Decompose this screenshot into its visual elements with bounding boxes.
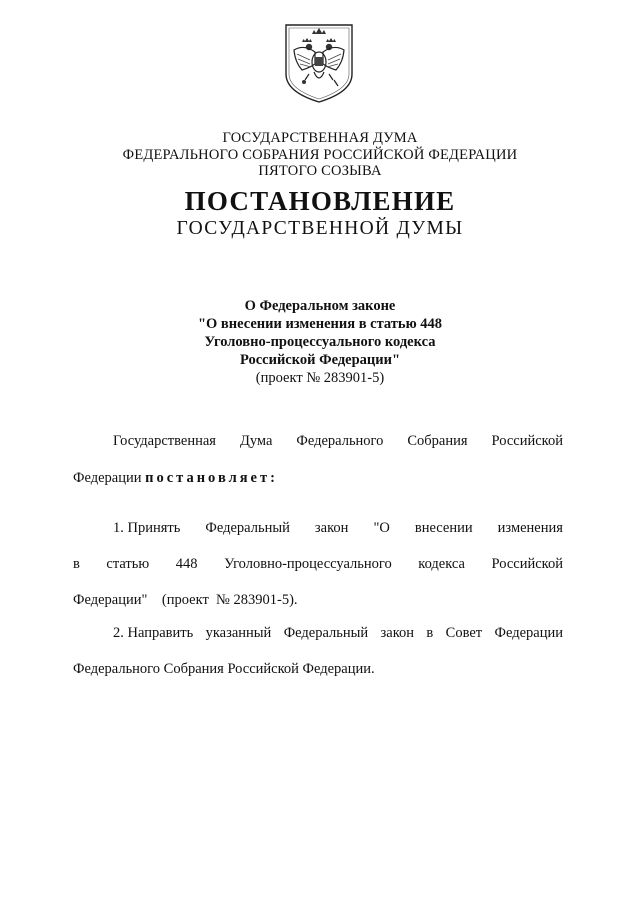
word: Собрания	[407, 433, 468, 449]
item1-line-2	[73, 556, 563, 573]
law-heading	[0, 297, 640, 387]
word: статью	[106, 556, 150, 572]
word: Совет	[445, 625, 483, 641]
word: Федерального	[296, 433, 384, 449]
document-title: ПОСТАНОВЛЕНИЕ	[184, 186, 456, 216]
law-line-4: Российской Федерации"	[239, 352, 401, 368]
word: Федеральный	[205, 520, 290, 536]
org-line-duma: ГОСУДАРСТВЕННАЯ ДУМА	[222, 130, 418, 146]
law-line-3: Уголовно-процессуального кодекса	[204, 334, 436, 350]
word: Государственная	[113, 433, 216, 449]
item1-line-3: Федерации" (проект № 283901-5).	[73, 592, 298, 608]
org-header	[0, 130, 640, 180]
law-line-1: О Федеральном законе	[244, 298, 396, 314]
word: в	[73, 556, 80, 572]
word: внесении	[414, 520, 473, 536]
decree-word: постановляет:	[145, 470, 278, 486]
word: 1. Принять	[113, 520, 181, 536]
word: изменения	[497, 520, 563, 536]
intro-federation: Федерации	[73, 470, 142, 486]
intro-line-1	[113, 433, 563, 450]
word: закон	[314, 520, 349, 536]
word: 448	[175, 556, 198, 572]
org-line-assembly: ФЕДЕРАЛЬНОГО СОБРАНИЯ РОССИЙСКОЙ ФЕДЕРАЦИИ	[122, 146, 518, 163]
word: Уголовно-процессуального	[224, 556, 392, 572]
word: в	[426, 625, 434, 641]
item2-line-2: Федерального Собрания Российской Федерации.	[73, 661, 375, 677]
word: Федеральный	[283, 625, 369, 641]
word: Российской	[491, 433, 563, 449]
law-project-number: (проект № 283901-5)	[255, 370, 385, 386]
document-subtitle: ГОСУДАРСТВЕННОЙ ДУМЫ	[176, 218, 464, 239]
word: Российской	[491, 556, 563, 572]
coat-of-arms-icon	[282, 22, 356, 104]
word: указанный	[205, 625, 272, 641]
word: кодекса	[418, 556, 465, 572]
law-line-2: "О внесении изменения в статью 448	[197, 316, 443, 332]
org-line-convocation: ПЯТОГО СОЗЫВА	[258, 163, 382, 179]
intro-line-2	[73, 470, 563, 487]
item1-line-1	[113, 520, 563, 537]
word: "О	[373, 520, 390, 536]
item2-line-1	[113, 625, 563, 642]
word: 2. Направить	[113, 625, 194, 641]
word: Федерации	[494, 625, 563, 641]
word: Дума	[239, 433, 273, 449]
word: закон	[380, 625, 415, 641]
